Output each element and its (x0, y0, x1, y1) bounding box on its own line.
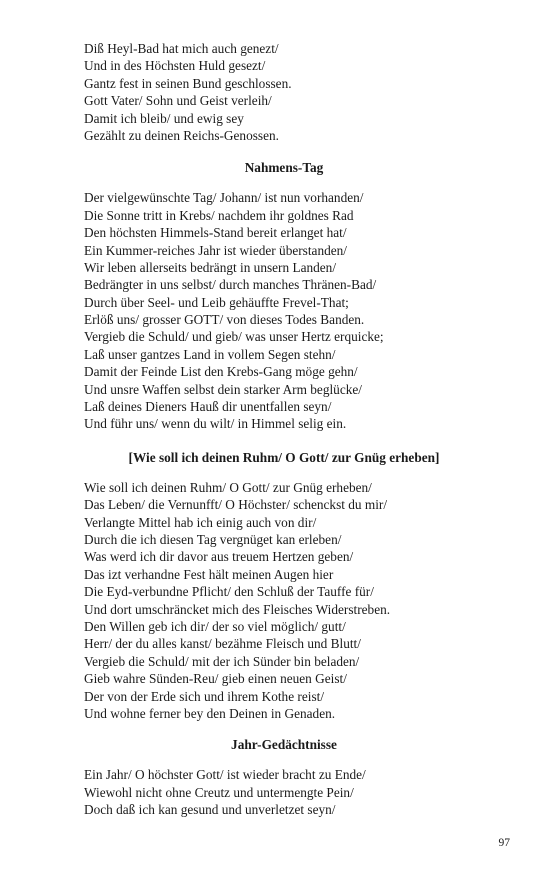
verse-line: Erlöß uns/ grosser GOTT/ von dieses Todes Banden. (84, 312, 365, 328)
verse-line: Der von der Erde sich und ihrem Kothe reist/ (84, 688, 325, 704)
poem-title-jahr: Jahr-Gedächtnisse (231, 737, 337, 753)
verse-line: Und in des Höchsten Huld gesezt/ (84, 58, 266, 74)
verse-line: Das Leben/ die Vernunfft/ O Höchster/ schenckst du mir/ (84, 497, 388, 513)
verse-line: Und dort umschräncket mich des Fleisches Widerstreben. (84, 601, 391, 617)
verse-line: Den höchsten Himmels-Stand bereit erlanget hat/ (84, 225, 347, 241)
verse-line: Ein Kummer-reiches Jahr ist wieder überstanden/ (84, 242, 347, 258)
poem-jahr (84, 766, 484, 818)
verse-line: Doch daß ich kan gesund und unverletzet seyn/ (84, 802, 336, 818)
verse-line: Das izt verhandne Fest hält meinen Augen hier (84, 566, 334, 582)
verse-line: Durch die ich diesen Tag vergnüget kan erleben/ (84, 531, 342, 547)
verse-line: Diß Heyl-Bad hat mich auch genezt/ (84, 41, 279, 56)
verse-line: Den Willen geb ich dir/ der so viel möglich/ gutt/ (84, 618, 346, 634)
verse-line: Gieb wahre Sünden-Reu/ gieb einen neuen Geist/ (84, 671, 347, 687)
verse-line: Wiewohl nicht ohne Creutz und untermengte Pein/ (84, 784, 354, 800)
verse-line: Bedrängter in uns selbst/ durch manches Thränen-Bad/ (84, 277, 377, 293)
verse-line: Die Sonne tritt in Krebs/ nachdem ihr goldnes Rad (84, 207, 354, 223)
verse-line: Gott Vater/ Sohn und Geist verleih/ (84, 93, 272, 109)
page-number: 97 (498, 837, 510, 849)
page-body (84, 40, 484, 818)
verse-line: Wie soll ich deinen Ruhm/ O Gott/ zur Gnüg erheben/ (84, 479, 372, 495)
verse-line: Vergieb die Schuld/ und gieb/ was unser Hertz erquicke; (84, 329, 384, 345)
verse-line: Durch über Seel- und Leib gehäuffte Frevel-That; (84, 294, 349, 310)
poem-nahmenstag (84, 189, 484, 432)
poem-title-ruhm: [Wie soll ich deinen Ruhm/ O Gott/ zur Gnüg erheben] (128, 449, 440, 465)
verse-line: Wir leben allerseits bedrängt in unsern Landen/ (84, 259, 337, 275)
verse-line: Laß unser gantzes Land in vollem Segen stehn/ (84, 346, 336, 362)
verse-line: Herr/ der du alles kanst/ bezähme Fleisch und Blutt/ (84, 636, 361, 652)
verse-line: Was werd ich dir davor aus treuem Hertzen geben/ (84, 549, 354, 565)
verse-line: Verlangte Mittel hab ich einig auch von dir/ (84, 514, 317, 530)
verse-line: Vergieb die Schuld/ mit der ich Sünder bin beladen/ (84, 653, 360, 669)
verse-line: Und wohne ferner bey den Deinen in Genaden. (84, 705, 336, 721)
verse-line: Gezählt zu deinen Reichs-Genossen. (84, 127, 279, 143)
verse-line: Gantz fest in seinen Bund geschlossen. (84, 75, 292, 91)
opening-stanza (84, 40, 484, 144)
verse-line: Ein Jahr/ O höchster Gott/ ist wieder bracht zu Ende/ (84, 767, 366, 783)
poem-title-nahmenstag: Nahmens-Tag (244, 160, 324, 176)
poem-ruhm (84, 479, 484, 722)
verse-line: Und unsre Waffen selbst dein starker Arm beglücke/ (84, 381, 362, 397)
verse-line: Damit ich bleib/ und ewig sey (84, 110, 244, 126)
verse-line: Laß deines Dieners Hauß dir unentfallen seyn/ (84, 399, 332, 415)
verse-line: Damit der Feinde List den Krebs-Gang möge gehn/ (84, 364, 358, 380)
verse-line: Die Eyd-verbundne Pflicht/ den Schluß der Tauffe für/ (84, 584, 374, 600)
verse-line: Der vielgewünschte Tag/ Johann/ ist nun vorhanden/ (84, 190, 364, 206)
verse-line: Und führ uns/ wenn du wilt/ in Himmel selig ein. (84, 416, 347, 432)
